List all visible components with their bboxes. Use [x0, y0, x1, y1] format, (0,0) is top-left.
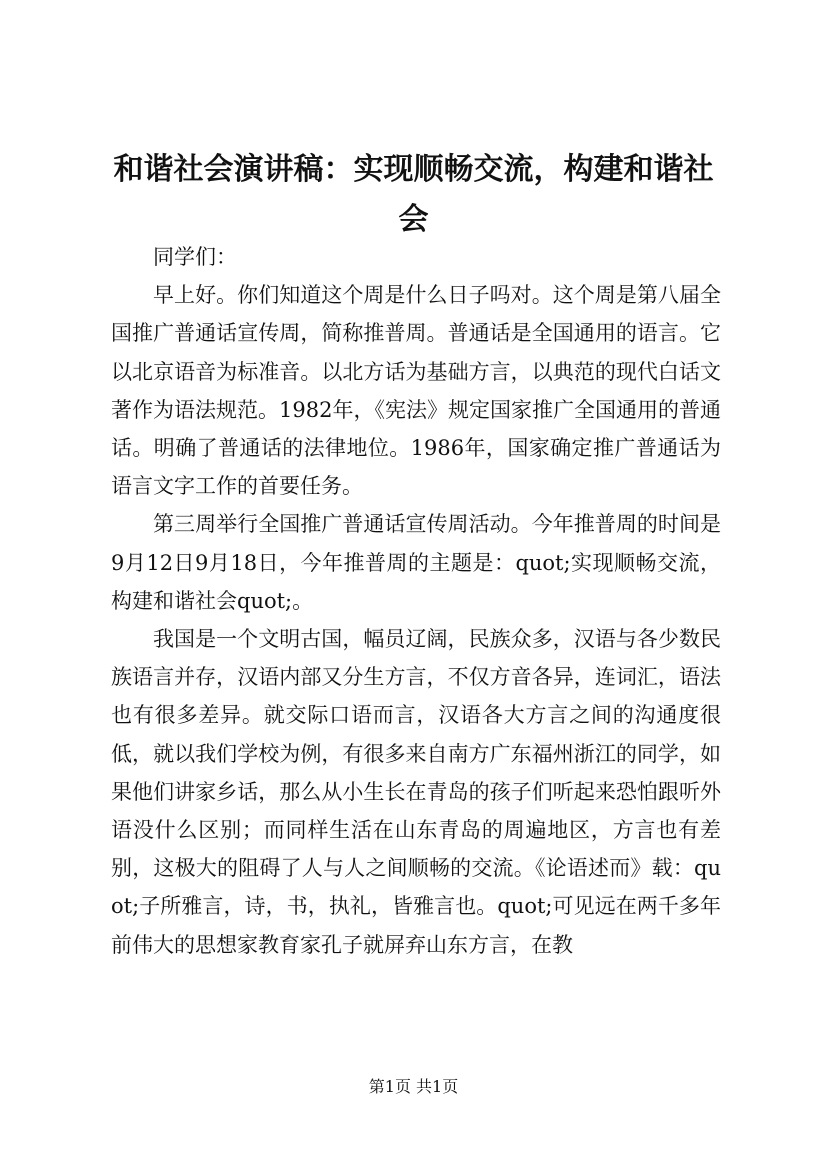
page-footer: 第1页 共1页 [368, 1077, 459, 1096]
document-title: 和谐社会演讲稿：实现顺畅交流，构建和谐社会 [113, 152, 714, 237]
paragraph-2: 第三周举行全国推广普通话宣传周活动。今年推普周的时间是9月12日9月18日，今年推普周的主题是：quot;实现顺畅交流，构建和谐社会quot;。 [111, 512, 721, 613]
document-body [111, 238, 721, 964]
paragraph-greeting: 同学们： [153, 245, 237, 269]
paragraph-1: 早上好。你们知道这个周是什么日子吗对。这个周是第八届全国推广普通话宣传周，简称推普周。普通话是全国通用的语言。它以北京语音为标准音。以北方话为基础方言，以典范的现代白话文著作为语法规范。1982年，《宪法》规定国家推广全国通用的普通话。明确了普通话的法律地位。1986年，国家确定推广普通话为语言文字工作的首要任务。 [111, 283, 721, 499]
paragraph-3: 我国是一个文明古国，幅员辽阔，民族众多，汉语与各少数民族语言并存，汉语内部又分生方言，不仅方音各异，连词汇，语法也有很多差异。就交际口语而言，汉语各大方言之间的沟通度很低，就以我们学校为例，有很多来自南方广东福州浙江的同学，如果他们讲家乡话，那么从小生长在青岛的孩子们听起来恐怕跟听外语没什么区别；而同样生活在山东青岛的周遍地区，方言也有差别，这极大的阻碍了人与人之间顺畅的交流。《论语述而》载：quot;子所雅言，诗，书，执礼，皆雅言也。quot;可见远在两千多年前伟大的思想家教育家孔子就屏弃山东方言，在教 [111, 627, 721, 957]
